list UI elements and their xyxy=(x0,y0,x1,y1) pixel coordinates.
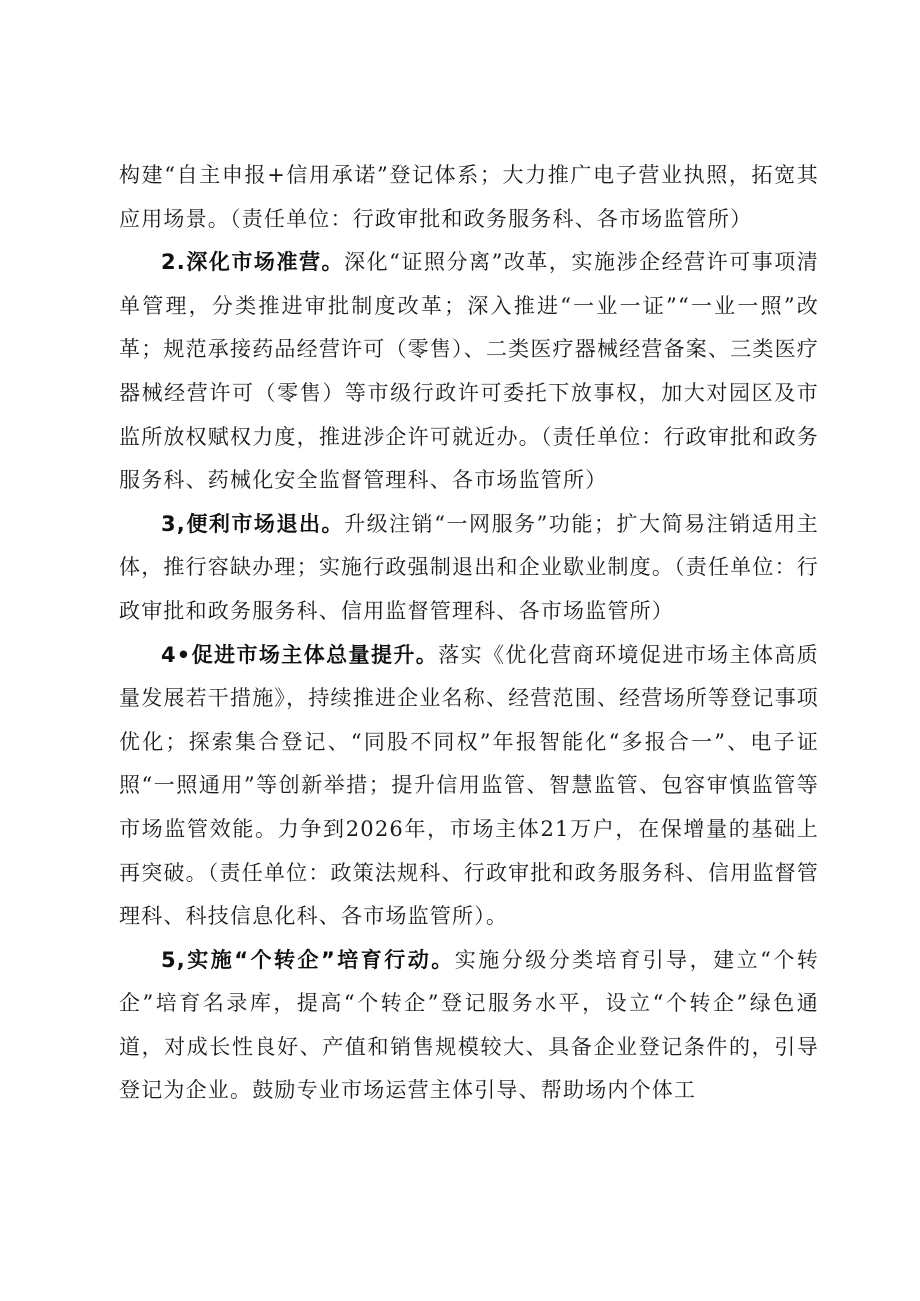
paragraph-market-growth xyxy=(119,634,819,939)
paragraph-body: 落实《优化营商环境促进市场主体高质量发展若干措施》，持续推进企业名称、经营范围、经营场所等登记事项优化；探索集合登记、“同股不同权”年报智能化“多报合一”、电子证照“一照通用”等创新举措；提升信用监管、智慧监管、包容审慎监管等市场监管效能。力争到2026年，市场主体21万户，在保增量的基础上再突破。（责任单位：政策法规科、行政审批和政务服务科、信用监督管理科、科技信息化科、各市场监管所）。 xyxy=(119,642,819,929)
paragraph-individual-to-enterprise xyxy=(119,939,819,1113)
paragraph-body: 深化“证照分离”改革，实施涉企经营许可事项清单管理，分类推进审批制度改革；深入推进“一业一证”“一业一照”改革；规范承接药品经营许可（零售）、二类医疗器械经营备案、三类医疗器械经营许可（零售）等市级行政许可委托下放事权，加大对园区及市监所放权赋权力度，推进涉企许可就近办。（责任单位：行政审批和政务服务科、药械化安全监督管理科、各市场监管所） xyxy=(119,250,819,493)
paragraph-market-exit xyxy=(119,503,819,634)
paragraph-heading: 4•促进市场主体总量提升。 xyxy=(161,642,439,667)
paragraph-market-access xyxy=(119,241,819,503)
document-body xyxy=(119,154,819,1113)
paragraph-body: 升级注销“一网服务”功能；扩大简易注销适用主体，推行容缺办理；实施行政强制退出和企业歇业制度。（责任单位：行政审批和政务服务科、信用监督管理科、各市场监管所） xyxy=(119,511,819,623)
paragraph-body: 构建“自主申报+信用承诺”登记体系；大力推广电子营业执照，拓宽其应用场景。（责任单位：行政审批和政务服务科、各市场监管所） xyxy=(119,163,819,231)
paragraph-body: 实施分级分类培育引导，建立“个转企”培育名录库，提高“个转企”登记服务水平，设立“个转企”绿色通道，对成长性良好、产值和销售规模较大、具备企业登记条件的，引导登记为企业。鼓励专业市场运营主体引导、帮助场内个体工 xyxy=(119,947,820,1103)
paragraph-heading: 3,便利市场退出。 xyxy=(161,511,345,536)
paragraph-continuation xyxy=(119,154,819,241)
paragraph-heading: 5,实施“个转企”培育行动。 xyxy=(161,947,455,972)
paragraph-heading: 2.深化市场准营。 xyxy=(161,250,345,275)
